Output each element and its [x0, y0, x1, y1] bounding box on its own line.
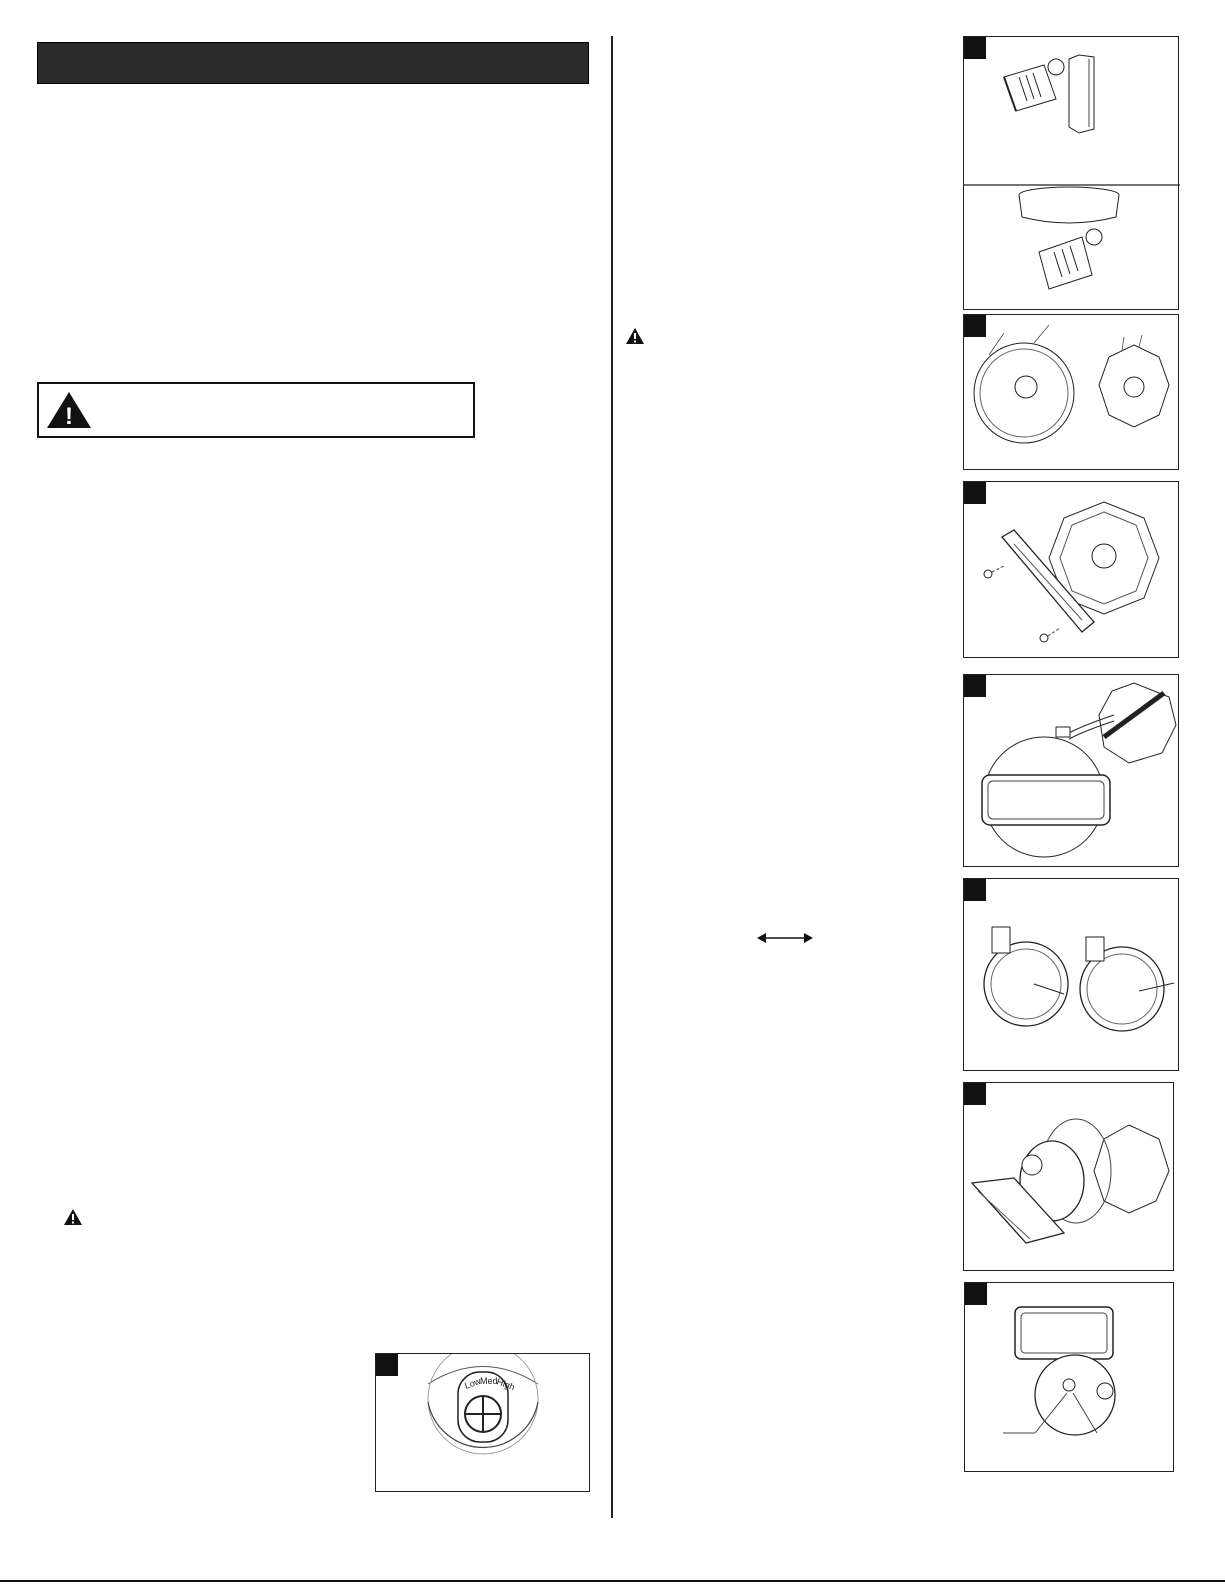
warning-triangle-icon: [63, 1208, 83, 1226]
figure-fixture-assembly: [963, 1082, 1174, 1271]
column-divider: [611, 36, 613, 1518]
section-title-bar: [37, 42, 589, 84]
assembly-illustration: [964, 1083, 1175, 1272]
svg-text:High: High: [495, 1376, 517, 1393]
fixture-orientation-illustration: [964, 37, 1180, 311]
sensor-illustration: [965, 1283, 1175, 1473]
lamp-head-illustration: [964, 879, 1180, 1072]
crossbar-illustration: [964, 482, 1180, 659]
figure-sensor-bottom: [964, 1282, 1174, 1472]
dial-illustration: [376, 1354, 591, 1493]
figure-junction-boxes: [963, 314, 1179, 470]
page-bottom-rule: [0, 1580, 1225, 1582]
figure-lamp-heads: [963, 878, 1179, 1071]
warning-box: [37, 382, 475, 438]
figure-crossbar-install: [963, 481, 1179, 658]
warning-triangle-icon: [625, 327, 645, 345]
svg-text:!: !: [65, 403, 73, 430]
figure-mounting-orientations: [963, 36, 1179, 310]
figure-wiring-connection: [963, 674, 1179, 867]
junction-box-illustration: [964, 315, 1180, 471]
svg-text:Low: Low: [463, 1375, 483, 1391]
warning-triangle-icon: [43, 384, 103, 436]
wiring-illustration: [964, 675, 1180, 868]
svg-text:Med: Med: [480, 1376, 498, 1386]
double-arrow-icon: [757, 928, 813, 948]
figure-dial: [375, 1353, 590, 1492]
